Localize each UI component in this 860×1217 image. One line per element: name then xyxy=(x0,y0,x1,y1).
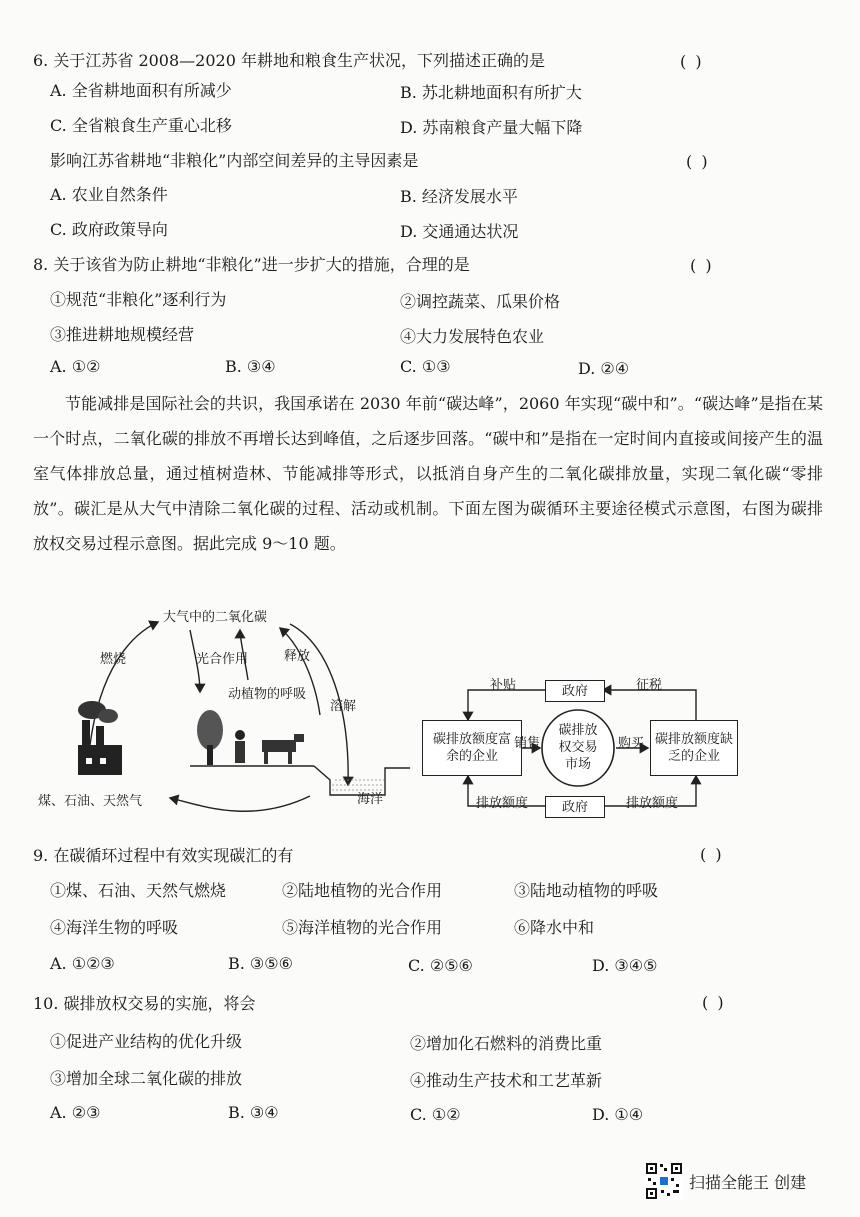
q10-item-1: ①促进产业结构的优化升级 xyxy=(50,1032,243,1051)
photosynthesis-label: 光合作用 xyxy=(196,652,249,667)
q10-item-4: ④推动生产技术和工艺革新 xyxy=(410,1071,603,1090)
q8-item-2: ②调控蔬菜、瓜果价格 xyxy=(400,292,561,311)
fossil-fuels-label: 煤、石油、天然气 xyxy=(38,794,143,809)
q9-option-b: B. ③⑤⑥ xyxy=(228,954,293,973)
buy-label: 购买 xyxy=(618,736,645,751)
q10-option-c: C. ①② xyxy=(410,1105,461,1124)
q9-option-c: C. ②⑤⑥ xyxy=(408,956,473,975)
quota-right-label: 排放额度 xyxy=(626,796,679,811)
person-icon xyxy=(235,730,245,763)
sell-label: 销售 xyxy=(514,736,541,751)
q9-option-d: D. ③④⑤ xyxy=(592,956,658,975)
q7-option-a: A. 农业自然条件 xyxy=(50,185,168,204)
reading-passage xyxy=(33,386,823,561)
ocean-label: 海洋 xyxy=(357,792,384,807)
factory-icon xyxy=(78,701,122,775)
q8-item-4: ④大力发展特色农业 xyxy=(400,327,545,346)
quota-left-label: 排放额度 xyxy=(476,796,529,811)
q8-option-a: A. ①② xyxy=(50,357,101,376)
subsidy-label: 补贴 xyxy=(490,678,517,693)
trading-market-label: 碳排放权交易市场 xyxy=(558,723,598,772)
carbon-trading-diagram xyxy=(418,670,733,830)
q10-option-b: B. ③④ xyxy=(228,1103,279,1122)
q8-stem: 8. 关于该省为防止耕地“非粮化”进一步扩大的措施，合理的是 xyxy=(33,255,470,274)
q9-item-1: ①煤、石油、天然气燃烧 xyxy=(50,881,227,900)
deficit-company-box: 碳排放额度缺乏的企业 xyxy=(650,720,738,776)
q9-option-a: A. ①②③ xyxy=(50,954,115,973)
q6-option-c: C. 全省粮食生产重心北移 xyxy=(50,116,232,135)
government-bottom-box: 政府 xyxy=(545,796,605,818)
q9-item-6: ⑥降水中和 xyxy=(514,918,595,937)
q7-stem: 影响江苏省耕地“非粮化”内部空间差异的主导因素是 xyxy=(50,151,419,170)
q7-answer-bracket: ( ) xyxy=(686,152,710,171)
q6-option-d: D. 苏南粮食产量大幅下降 xyxy=(400,118,583,137)
q8-option-b: B. ③④ xyxy=(225,357,276,376)
q9-item-5: ⑤海洋植物的光合作用 xyxy=(282,918,443,937)
q6-option-a: A. 全省耕地面积有所减少 xyxy=(50,81,232,100)
q8-option-c: C. ①③ xyxy=(400,357,451,376)
q6-stem: 6. 关于江苏省 2008—2020 年耕地和粮食生产状况，下列描述正确的是 xyxy=(33,51,545,70)
q8-item-1: ①规范“非粮化”逐利行为 xyxy=(50,290,227,309)
q8-item-3: ③推进耕地规模经营 xyxy=(50,325,195,344)
q8-answer-bracket: ( ) xyxy=(690,256,714,275)
q9-stem: 9. 在碳循环过程中有效实现碳汇的有 xyxy=(33,846,294,865)
q6-answer-bracket: ( ) xyxy=(680,52,704,71)
q7-option-b: B. 经济发展水平 xyxy=(400,187,518,206)
q10-stem: 10. 碳排放权交易的实施，将会 xyxy=(33,994,256,1013)
watermark-text: 扫描全能王 创建 xyxy=(689,1172,807,1192)
q10-answer-bracket: ( ) xyxy=(702,993,726,1012)
carbon-cycle-diagram xyxy=(30,600,410,815)
qr-code-icon xyxy=(645,1162,683,1200)
passage-paragraph: 节能减排是国际社会的共识，我国承诺在 2030 年前“碳达峰”，2060 年实现“碳中和”。“碳达峰”是指在某一个时点，二氧化碳的排放不再增长达到峰值，之后逐步回落。“碳中和”是指在一定时间内直接或间接产生的温室气体排放总量，通过植树造林、节能减排等形式，以抵消自身产生的二氧化碳排放量，实现二氧化碳“零排放”。碳汇是从大气中清除二氧化碳的过程、活动或机制。下面左图为碳循环主要途径模式示意图，右图为碳排放权交易过程示意图。据此完成 9～10 题。 xyxy=(33,394,823,553)
q7-option-c: C. 政府政策导向 xyxy=(50,220,168,239)
q9-item-2: ②陆地植物的光合作用 xyxy=(282,881,443,900)
release-label: 释放 xyxy=(284,649,311,664)
dissolve-label: 溶解 xyxy=(330,699,357,714)
q9-answer-bracket: ( ) xyxy=(700,845,724,864)
q10-option-a: A. ②③ xyxy=(50,1103,101,1122)
q10-item-2: ②增加化石燃料的消费比重 xyxy=(410,1034,603,1053)
q7-option-d: D. 交通通达状况 xyxy=(400,222,519,241)
q6-option-b: B. 苏北耕地面积有所扩大 xyxy=(400,83,582,102)
q10-option-d: D. ①④ xyxy=(592,1105,644,1124)
government-top-box: 政府 xyxy=(545,680,605,702)
q8-option-d: D. ②④ xyxy=(578,359,630,378)
tree-icon xyxy=(197,710,223,765)
tax-label: 征税 xyxy=(636,678,663,693)
atmosphere-co2-label: 大气中的二氧化碳 xyxy=(163,610,268,625)
burning-label: 燃烧 xyxy=(100,652,127,667)
scanner-watermark xyxy=(645,1162,806,1200)
q10-item-3: ③增加全球二氧化碳的排放 xyxy=(50,1069,243,1088)
surplus-company-box: 碳排放额度富余的企业 xyxy=(422,720,522,776)
respiration-label: 动植物的呼吸 xyxy=(228,687,307,702)
q9-item-3: ③陆地动植物的呼吸 xyxy=(514,881,659,900)
animal-icon xyxy=(262,734,304,764)
q9-item-4: ④海洋生物的呼吸 xyxy=(50,918,179,937)
